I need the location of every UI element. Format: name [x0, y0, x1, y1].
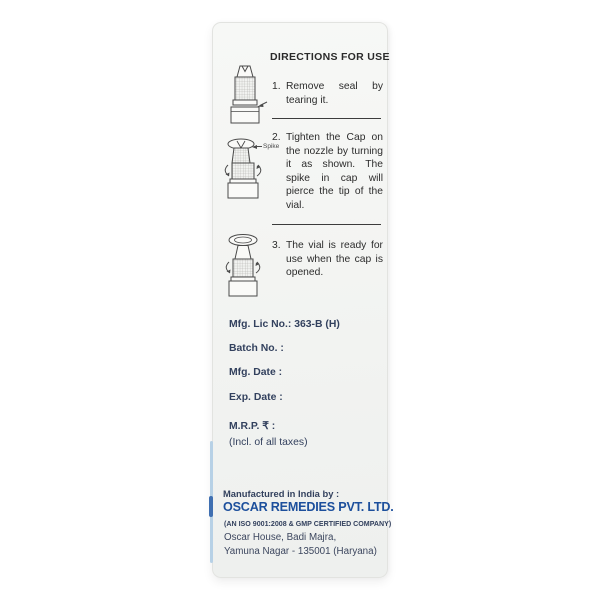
directions-heading: DIRECTIONS FOR USE	[270, 51, 390, 63]
mrp: M.R.P. ₹ :	[229, 421, 276, 432]
manufacturer-address-line2: Yamuna Nagar - 135001 (Haryana)	[224, 546, 377, 557]
mfg-lic-no: Mfg. Lic No.: 363-B (H)	[229, 319, 340, 330]
step-3-number: 3.	[272, 240, 281, 251]
step-2	[272, 131, 383, 213]
step-2-number: 2.	[272, 132, 281, 143]
certification-line: (AN ISO 9001:2008 & GMP CERTIFIED COMPANY)	[224, 520, 392, 528]
exp-date: Exp. Date :	[229, 392, 283, 403]
divider-2	[272, 224, 381, 225]
mfg-date: Mfg. Date :	[229, 367, 283, 378]
step-1-number: 1.	[272, 81, 281, 92]
manufacturer-name: OSCAR REMEDIES PVT. LTD.	[223, 500, 394, 514]
batch-no: Batch No. :	[229, 343, 284, 354]
step-1-text: Remove seal by tearing it.	[286, 81, 383, 106]
box-edge-accent-dark	[209, 496, 213, 517]
step-3	[272, 239, 383, 280]
step-1	[272, 80, 383, 107]
vial-sealed-illustration	[221, 63, 269, 132]
taxes-note: (Incl. of all taxes)	[229, 437, 308, 448]
spike-label: Spike	[263, 143, 280, 150]
manufactured-by-label: Manufactured in India by :	[223, 488, 340, 499]
manufacturer-address-line1: Oscar House, Badi Majra,	[224, 532, 337, 543]
step-2-text: Tighten the Cap on the nozzle by turning it as shown. The spike in cap will pierce the tip of the vial.	[286, 132, 383, 211]
step-3-text: The vial is ready for use when the cap is opened.	[286, 240, 383, 279]
medicine-box-side-panel	[212, 22, 394, 578]
divider-1	[272, 118, 381, 119]
spike-arrow-line	[257, 146, 262, 147]
vial-opened-illustration	[219, 232, 267, 307]
